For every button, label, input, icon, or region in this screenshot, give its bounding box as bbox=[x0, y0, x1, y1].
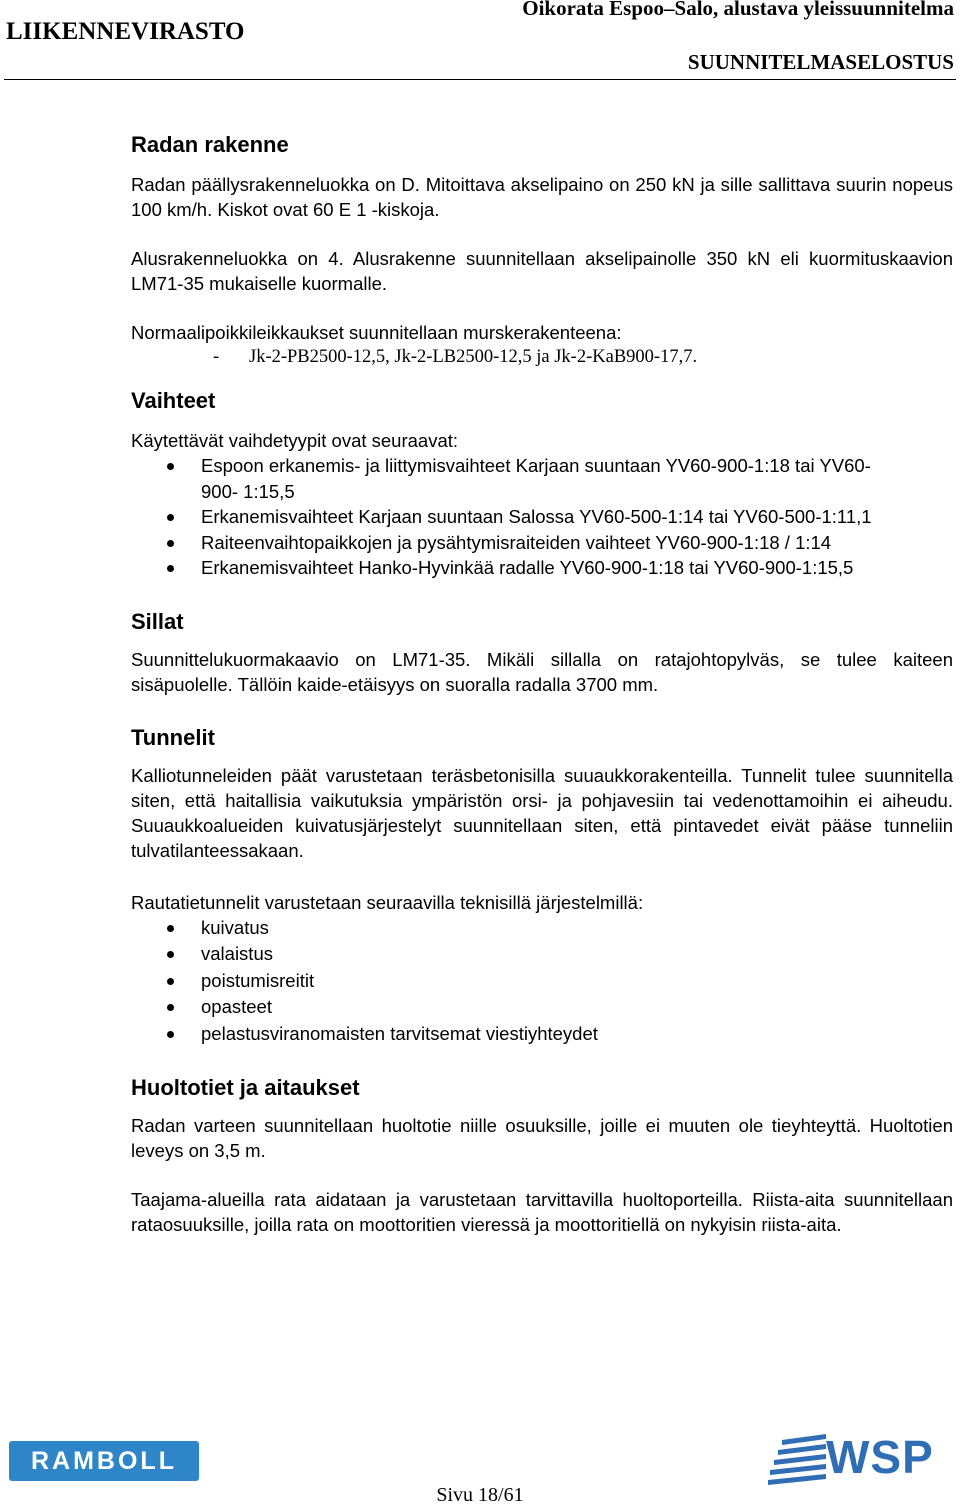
ramboll-logo: RAMBOLL bbox=[9, 1441, 199, 1481]
dash-list-text: Jk-2-PB2500-12,5, Jk-2-LB2500-12,5 ja Jk-2-KaB900-17,7. bbox=[249, 347, 698, 367]
bullet-list-vaihteet bbox=[131, 453, 891, 581]
bullet-icon bbox=[167, 978, 174, 985]
bullet-icon bbox=[167, 1004, 174, 1011]
bullet-icon bbox=[167, 951, 174, 958]
paragraph: Radan varteen suunnitellaan huoltotie niille osuuksille, joille ei muuten ole tieyhteyttä. Huoltotien leveys on 3,5 m. bbox=[131, 1115, 953, 1161]
list-item bbox=[131, 530, 891, 556]
bullet-icon bbox=[167, 540, 174, 547]
list-item bbox=[131, 453, 891, 504]
header-org: LIIKENNEVIRASTO bbox=[6, 18, 245, 45]
list-item-text: pelastusviranomaisten tarvitsemat viestiyhteydet bbox=[201, 1022, 598, 1044]
paragraph: Normaalipoikkileikkaukset suunnitellaan murskerakenteena: bbox=[131, 322, 622, 343]
list-item bbox=[131, 941, 953, 968]
list-item-text: Erkanemisvaihteet Hanko-Hyvinkää radalle YV60-900-1:18 tai YV60-900-1:15,5 bbox=[201, 557, 854, 578]
bullet-icon bbox=[167, 565, 174, 572]
list-item-text: Raiteenvaihtopaikkojen ja pysähtymisraiteiden vaihteet YV60-900-1:18 / 1:14 bbox=[201, 531, 832, 553]
bullet-list-tunnelit bbox=[131, 915, 953, 1048]
paragraph: Rautatietunnelit varustetaan seuraavilla teknisillä järjestelmillä: bbox=[131, 891, 644, 913]
list-item-text: kuivatus bbox=[201, 916, 269, 938]
list-item-text: valaistus bbox=[201, 943, 273, 964]
list-item-text: Erkanemisvaihteet Karjaan suuntaan Salossa YV60-500-1:14 tai YV60-500-1:11,1 bbox=[201, 506, 872, 527]
list-item-text: opasteet bbox=[201, 996, 272, 1017]
bullet-icon bbox=[167, 514, 174, 521]
list-item bbox=[131, 968, 953, 995]
page-number: Sivu 18/61 bbox=[436, 1484, 524, 1506]
section-title-tunnelit: Tunnelit bbox=[131, 724, 215, 750]
section-title-sillat: Sillat bbox=[131, 608, 184, 634]
dash-marker: - bbox=[213, 347, 220, 367]
section-title-huoltotiet: Huoltotiet ja aitaukset bbox=[131, 1075, 360, 1100]
wsp-logo bbox=[768, 1430, 934, 1488]
wsp-stripes-icon bbox=[768, 1430, 828, 1488]
paragraph: Radan päällysrakenneluokka on D. Mitoittava akselipaino on 250 kN ja sille sallittava suurin nopeus 100 km/h. Kiskot ovat 60 E 1 -kiskoja. bbox=[131, 174, 953, 220]
header-divider bbox=[4, 79, 956, 80]
header-project-title: Oikorata Espoo–Salo, alustava yleissuunnitelma bbox=[522, 0, 954, 20]
section-title-vaihteet: Vaihteet bbox=[131, 388, 216, 413]
paragraph: Alusrakenneluokka on 4. Alusrakenne suunnitellaan akselipainolle 350 kN eli kuormituskaavion LM71-35 mukaiselle kuormalle. bbox=[131, 248, 953, 294]
wsp-logo-text: WSP bbox=[826, 1431, 934, 1483]
paragraph: Kalliotunneleiden päät varustetaan teräsbetonisilla suuaukkorakenteilla. Tunnelit tulee suunnitella siten, että haitallisia vaikutuksia ympäristön orsi- ja pohjavesiin tai vedenottamoihin ei aiheudu. Suuaukkoalueiden kuivatusjärjestelyt suunnitellaan siten, että pintavedet eivät pääse tunneliin tulvatilanteessakaan. bbox=[131, 764, 953, 861]
list-item bbox=[131, 504, 891, 530]
list-item bbox=[131, 1021, 953, 1048]
bullet-icon bbox=[167, 463, 174, 470]
list-item bbox=[131, 994, 953, 1021]
list-item bbox=[131, 915, 953, 942]
bullet-icon bbox=[167, 1031, 174, 1038]
list-item-text: Espoon erkanemis- ja liittymisvaihteet Karjaan suuntaan YV60-900-1:18 tai YV60-900- 1:15,5 bbox=[201, 455, 871, 502]
document-body bbox=[131, 130, 953, 1237]
dash-list-item bbox=[213, 345, 953, 370]
paragraph: Käytettävät vaihdetyypit ovat seuraavat: bbox=[131, 430, 459, 451]
header-doc-type: SUUNNITELMASELOSTUS bbox=[687, 50, 954, 74]
bullet-icon bbox=[167, 925, 174, 932]
list-item bbox=[131, 555, 891, 581]
section-title-radan-rakenne: Radan rakenne bbox=[131, 132, 289, 157]
list-item-text: poistumisreitit bbox=[201, 969, 315, 991]
paragraph: Taajama-alueilla rata aidataan ja varustetaan tarvittavilla huoltoporteilla. Riista-aita suunnitellaan rataosuuksille, joilla rata on moottoritien vieressä ja moottoritiellä on nykyisin riista-aita. bbox=[131, 1189, 953, 1235]
paragraph: Suunnittelukuormakaavio on LM71-35. Mikäli sillalla on ratajohtopylväs, se tulee kaiteen sisäpuolelle. Tällöin kaide-etäisyys on suoralla radalla 3700 mm. bbox=[131, 648, 953, 695]
